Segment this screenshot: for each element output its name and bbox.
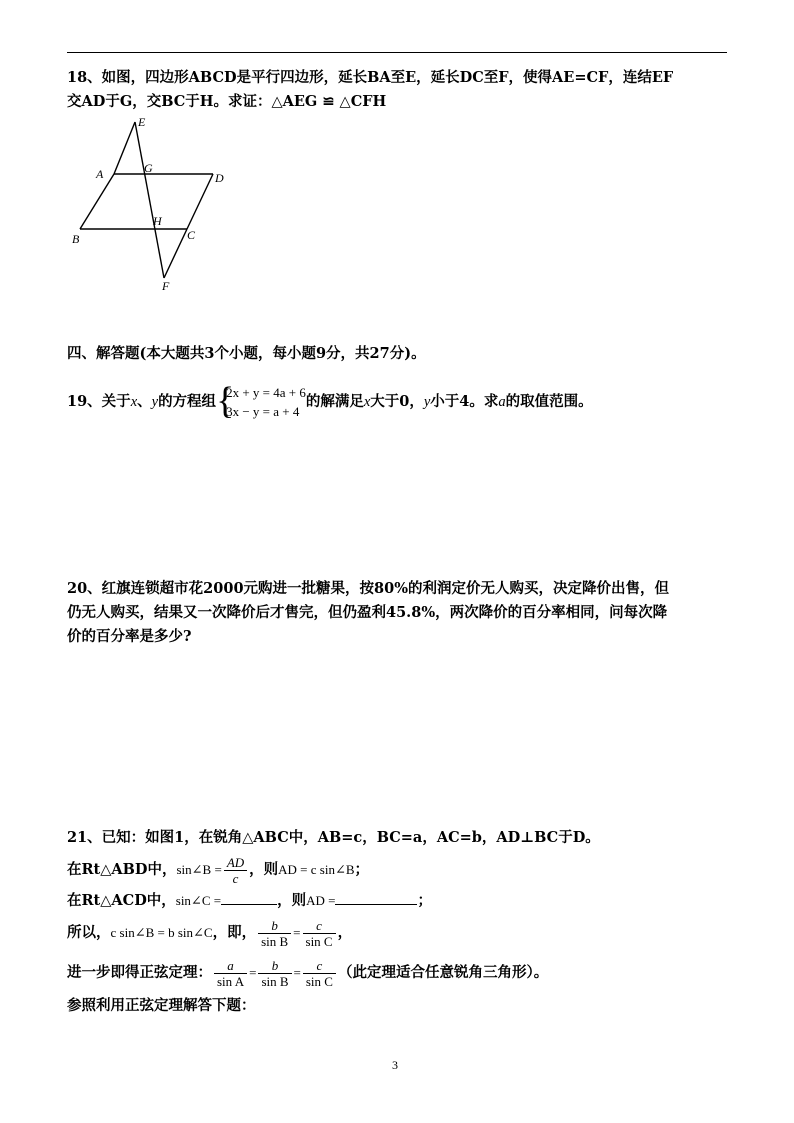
header-rule (67, 52, 727, 53)
q21-l3-expr: AD = (306, 893, 336, 908)
q21-l4-n2: c (316, 917, 322, 933)
q21-l3-pre: 在Rt△ACD中， (67, 892, 176, 909)
label-A: A (96, 167, 104, 181)
q19-post3: 小于4。求 (430, 393, 499, 410)
q21-blank-1[interactable] (221, 890, 277, 905)
q21-l4-end: ， (337, 924, 353, 941)
q21-l5-eq-2: = (293, 965, 301, 980)
q21-line2 (67, 852, 369, 888)
extension-CF (164, 229, 187, 278)
q19-brace: { (216, 380, 235, 422)
q21-blank-2[interactable] (335, 890, 417, 905)
label-B: B (72, 232, 80, 246)
parallelogram-figure (62, 112, 242, 294)
q21-l5-end: （此定理适合任意锐角三角形）。 (337, 964, 549, 981)
q19-equation-system (216, 380, 306, 422)
q21-l2-end: ； (354, 861, 370, 878)
q21-l3-end: ； (417, 892, 432, 909)
q21-l5-n1: a (227, 957, 234, 973)
q19-post4: 的取值范围。 (505, 393, 593, 410)
q19-eq2: 3x − y = a + 4 (226, 404, 300, 419)
q21-l2-num: AD (226, 854, 245, 870)
label-D: D (215, 171, 224, 185)
q21-l5-fraction-3 (303, 958, 336, 989)
q18-line1: 18、如图，四边形ABCD是平行四边形，延长BA至E，延长DC至F，使得AE=CF，连结EF (67, 69, 674, 86)
q21-l5-fraction-2 (258, 958, 291, 989)
q21-l5-eq-1: = (249, 965, 257, 980)
label-C: C (187, 228, 196, 242)
q21-l2-fraction (224, 855, 247, 886)
segment-EF (135, 122, 164, 278)
q21-l5-d3: sin C (303, 973, 336, 989)
q19-var-a: a (498, 394, 506, 410)
q19-var-x: x (130, 394, 138, 410)
q21-l5-d1: sin A (214, 973, 247, 989)
edge-DC (187, 174, 213, 229)
q19-eq1: 2x + y = 4a + 6 (226, 385, 306, 400)
q21-line4 (67, 915, 352, 951)
q21-l4-d1: sin B (258, 933, 291, 949)
q21-l5-d2: sin B (258, 973, 291, 989)
label-F: F (162, 279, 170, 293)
q21-l5-fraction-1 (214, 958, 247, 989)
q21-l2-den: c (224, 870, 247, 886)
q21-l4-d2: sin C (303, 933, 336, 949)
q19-var-y: y (151, 394, 159, 410)
q21-line6: 参照利用正弦定理解答下题： (67, 997, 256, 1014)
q21-l2-mid: ，则 (249, 861, 279, 878)
q19-post2: 大于0， (370, 393, 424, 410)
extension-AE (114, 122, 135, 174)
q20-line2: 仍无人购买，结果又一次降价后才售完，但仍盈利45.8%，两次降价的百分率相同，问每次降 (67, 604, 668, 621)
q21-line3 (67, 890, 432, 911)
section4-heading: 四、解答题(本大题共3个小题，每小题9分，共27分)。 (67, 345, 426, 362)
label-G: G (144, 161, 153, 175)
q19-line (67, 380, 593, 424)
q21-line1: 21、已知：如图1，在锐角△ABC中，AB=c，BC=a，AC=b，AD⊥BC于D。 (67, 829, 600, 846)
q21-l4-eq: = (293, 925, 301, 940)
q19-var-x2: x (363, 394, 371, 410)
q21-l4-pre: 所以， (67, 924, 111, 941)
q19-var-y2: y (423, 394, 431, 410)
q18-line2: 交AD于G，交BC于H。求证：△AEG ≌ △CFH (67, 93, 387, 110)
q20-line3: 价的百分率是多少? (67, 628, 192, 645)
q21-l3-sin: sin∠C = (175, 893, 222, 908)
page-number: 3 (392, 1058, 398, 1072)
q21-l4-fraction-2 (303, 918, 336, 949)
q19-mid: 的方程组 (158, 393, 217, 410)
q21-line5 (67, 955, 548, 991)
q21-l5-n3: c (316, 957, 323, 973)
q20-line1: 20、红旗连锁超市花2000元购进一批糖果，按80%的利润定价无人购买，决定降价出售，但 (67, 580, 669, 597)
q21-l4-expr: c sin∠B = b sin∠C (110, 925, 213, 940)
q19-sep: 、 (137, 393, 152, 410)
q21-l5-n2: b (271, 957, 279, 973)
q21-l2-pre: 在Rt△ABD中， (67, 861, 177, 878)
label-E: E (138, 115, 146, 129)
q21-l4-mid: ，即， (212, 924, 257, 941)
q19-pre: 19、关于 (67, 393, 131, 410)
edge-BA (80, 174, 114, 229)
label-H: H (153, 214, 162, 228)
q21-l4-fraction-1 (258, 918, 291, 949)
q21-l3-mid: ，则 (277, 892, 307, 909)
q21-l4-n1: b (271, 917, 278, 933)
q21-l2-sin: sin∠B = (176, 862, 222, 877)
q21-l5-pre: 进一步即得正弦定理： (67, 964, 212, 981)
q19-post1: 的解满足 (305, 393, 364, 410)
q21-l2-expr: AD = c sin∠B (278, 862, 355, 877)
